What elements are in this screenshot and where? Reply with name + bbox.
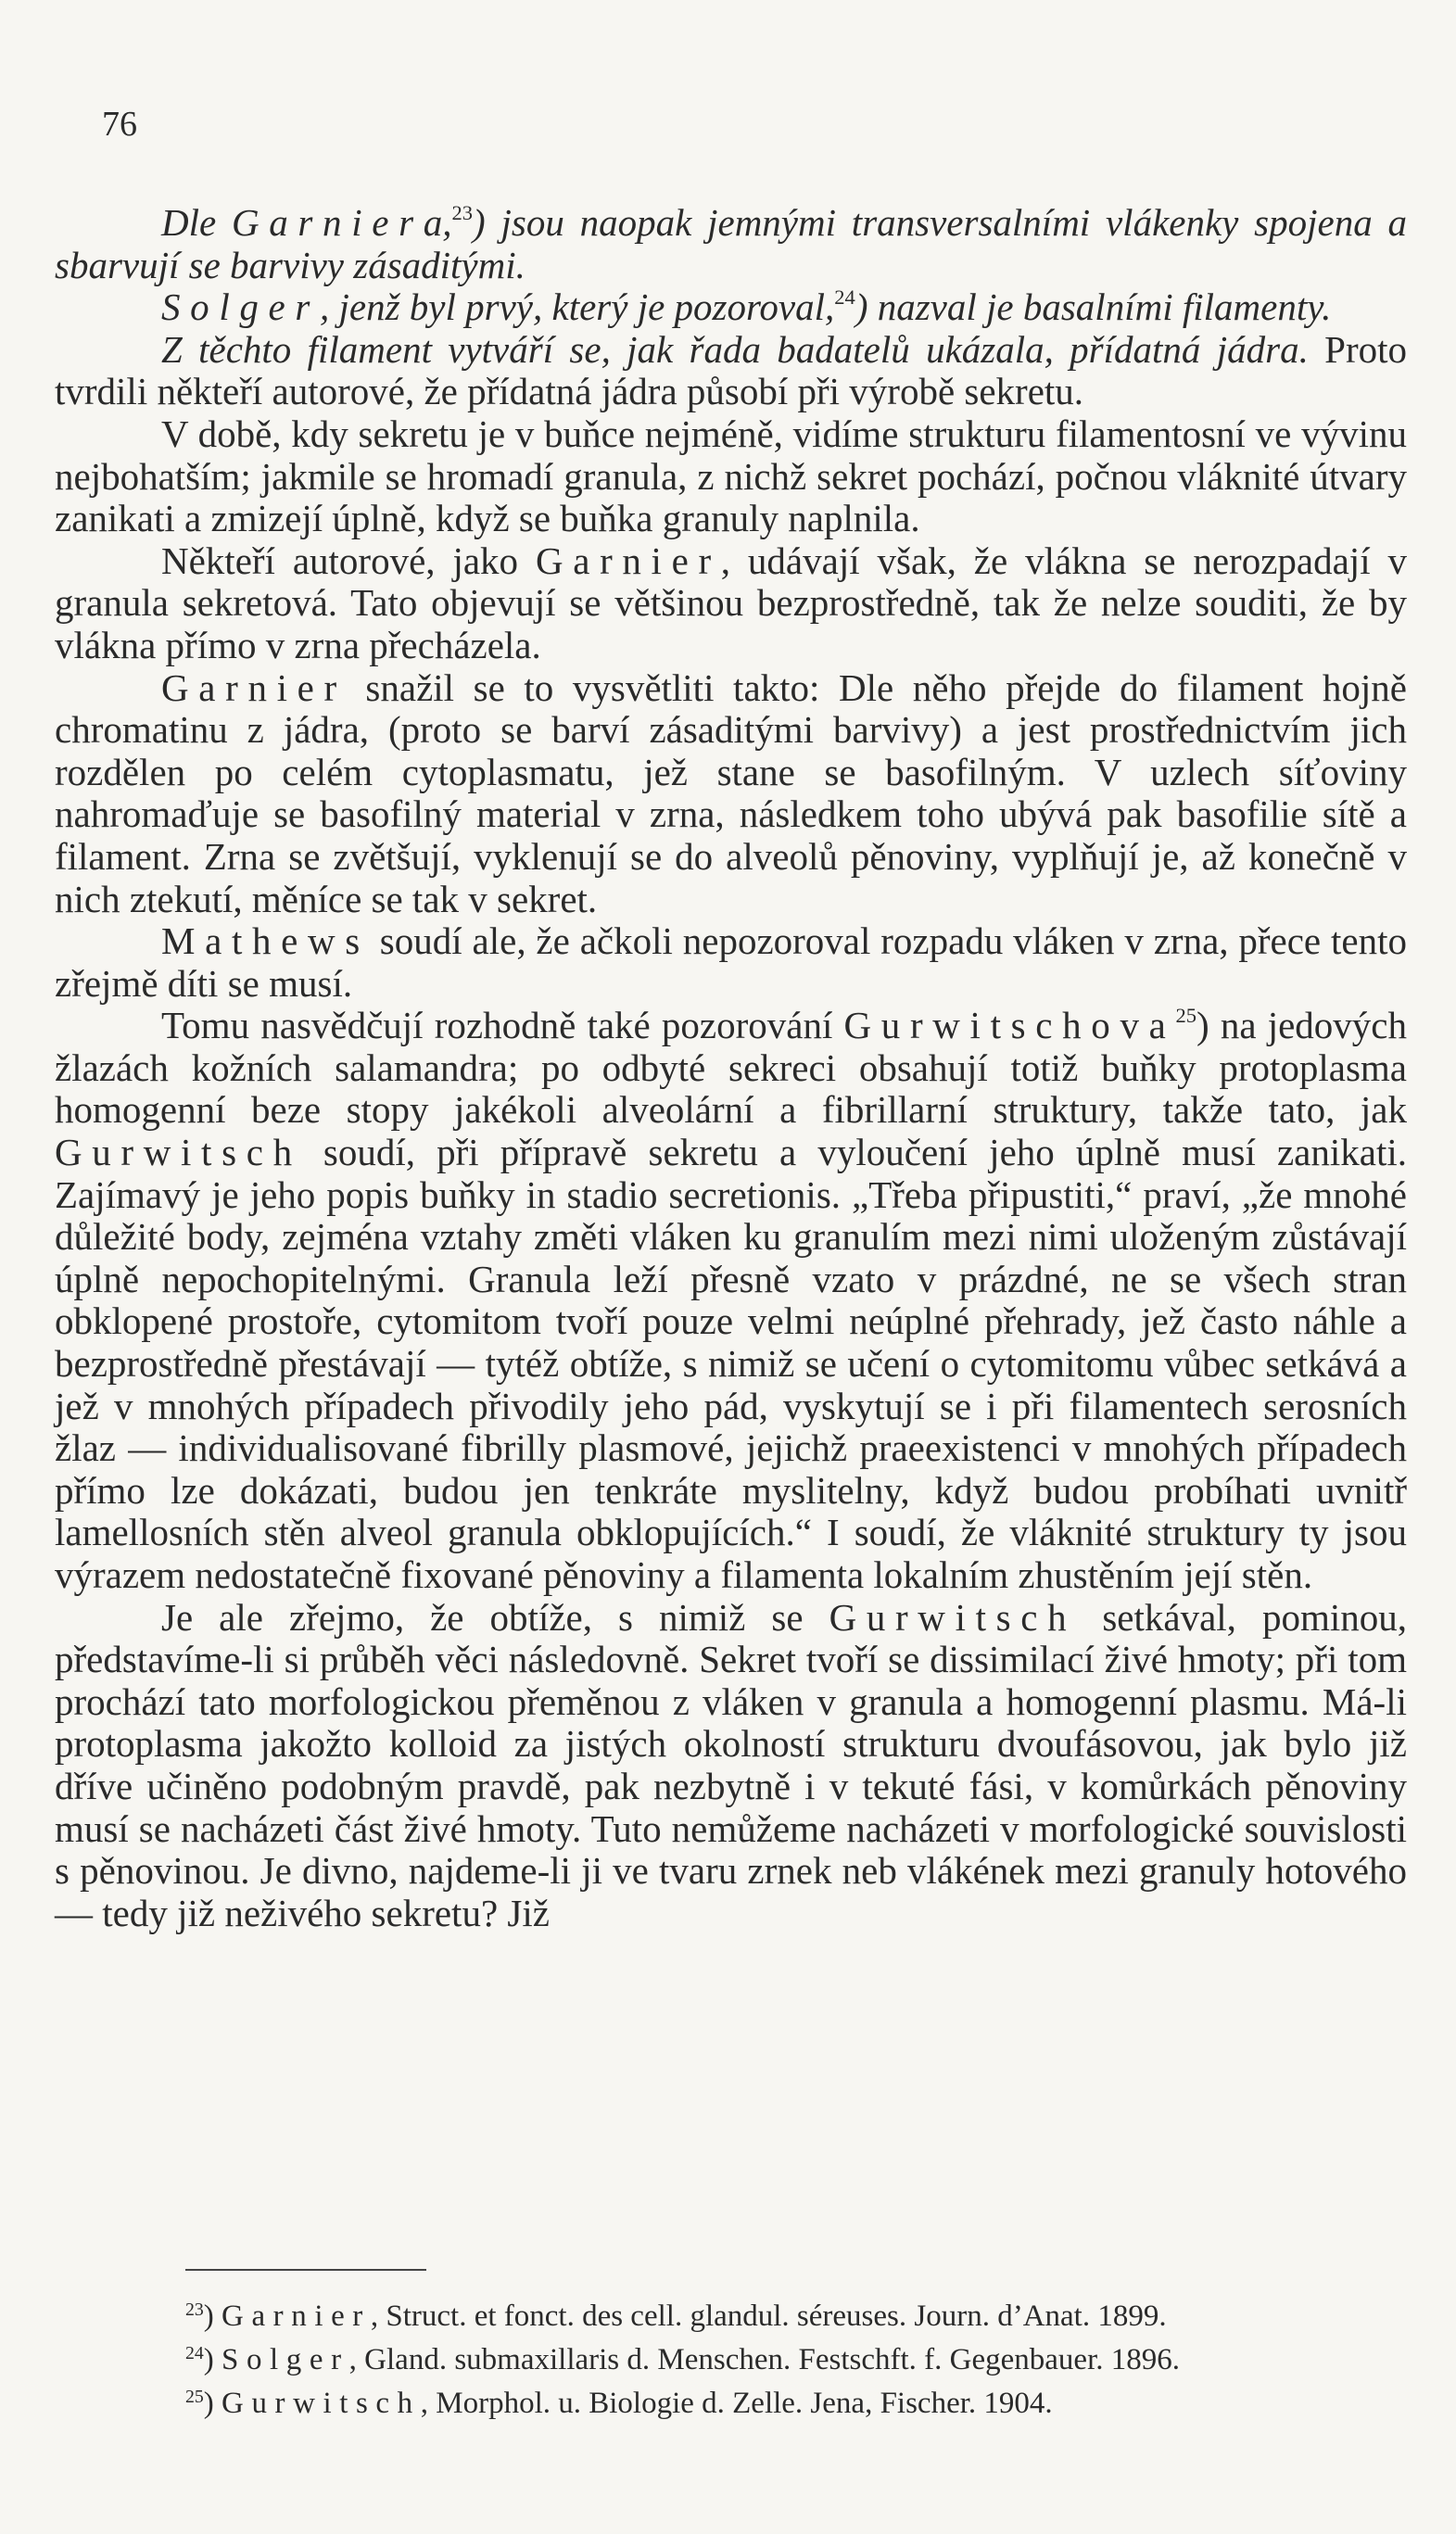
text-run: V době, kdy sekretu je v buňce nejméně, vidíme strukturu filamentosní ve vývinu nejbohatším; jakmile se hromadí granula, z nichž sekret pochází, počnou vláknité útvary zanikati a zmizejí úplně, když se buňka granuly naplnila.: [55, 412, 1407, 540]
footnote-author: Garnier: [222, 2300, 371, 2333]
text-run: , udávají však, že vlákna se nerozpadají v granula sekretová. Tato objevují se většinou bezprostředně, tak že nelze souditi, že by vlákna přímo v zrna přecházela.: [55, 538, 1407, 666]
paragraph: [55, 540, 1407, 667]
text-run: Gurwitsch: [55, 1131, 302, 1174]
footnote-ref: 24: [834, 285, 855, 310]
text-run: ) nazval je basalními filamenty.: [855, 285, 1332, 329]
footnote-number: 25: [185, 2387, 204, 2408]
footnote-text: , Struct. et fonct. des cell. glandul. séreuses. Journ. d’Anat. 1899.: [370, 2300, 1167, 2333]
main-text: [55, 202, 1407, 1934]
text-run: Tomu nasvědčují rozhodně také pozorování: [161, 1004, 844, 1047]
footnote-number: 24: [185, 2343, 204, 2364]
paragraph: [55, 202, 1407, 286]
text-run: ) jsou naopak jemnými transversalními vlákenky spojena a sbarvují se barvivy zásaditými.: [55, 201, 1407, 286]
text-run: soudí, při přípravě sekretu a vyloučení jeho úplně musí zanikati. Zajímavý je jeho popis buňky in stadio secretionis. „Třeba připustiti,“ praví, „že mnohé důležité body, zejména vztahy změti vláken ku granulím mezi nimi uloženým zůstávají úplně nepochopitelnými. Granula leží přesně vzato v prázdné, ne se všech stran obklopené prostoře, cytomitom tvoří pouze velmi neúplné přehrady, jež často náhle a bezprostředně přestávají — tytéž obtíže, s nimiž se učení o cytomitomu vůbec setkává a jež v mnohých případech přivodily jeho pád, vyskytují se i při filamentech serosních žlaz — individualisované fibrilly plasmové, jejichž praeexistenci v mnohých případech přímo lze dokázati, budou jen tenkráte myslitelny, když budou probíhati uvnitř lamellosních stěn alveol granula obklopujících.“ I soudí, že vláknité struktury ty jsou výrazem nedostatečně fixované pěnoviny a filamenta lokalním zhustěním její stěn.: [55, 1131, 1407, 1596]
footnote-ref: 23: [451, 201, 474, 225]
text-run: Solger: [161, 285, 321, 329]
text-run: setkával, pominou, představíme-li si průběh věci následovně. Sekret tvoří se dissimilací živé hmoty; při tom prochází tato morfologickou přeměnou z vláken v granula a homogenní plasmu. Má-li protoplasma jakožto kolloid za jistých okolností strukturu dvoufásovou, jak bylo již dříve učiněno podobným pravdě, pak nezbytně i v tekuté fási, v komůrkách pěnoviny musí se nacházeti část živé hmoty. Tuto nemůžeme nacházeti v morfologické souvislosti s pěnovinou. Je divno, najdeme-li ji ve tvaru zrnek neb vlákének mezi granuly hotového — tedy již neživého sekretu? Již: [55, 1595, 1407, 1934]
text-run: Dle: [161, 201, 232, 244]
text-run: Garnier: [232, 201, 424, 244]
footnote-ref: 25: [1175, 1004, 1197, 1028]
text-run: snažil se to vysvětliti takto: Dle něho přejde do filament hojně chromatinu z jádra, (proto se barví zásaditými barvivy) a jest prostřednictvím jich rozdělen po celém cytoplasmatu, jež stane se basofilným. V uzlech síťoviny nahromaďuje se basofilný material v zrna, následkem toho ubývá pak basofilie sítě a filament. Zrna se zvětšují, vyklenují se do alveolů pěnoviny, vyplňují je, až konečně v nich ztekutí, měníce se tak v sekret.: [55, 665, 1407, 920]
text-run: Garnier: [535, 538, 721, 582]
text-run: Gurwitschova: [843, 1004, 1176, 1047]
text-run: Garnier: [161, 665, 347, 709]
text-run: Proto tvrdili někteří autorové, že přídatná jádra působí při výrobě sekretu.: [55, 327, 1407, 413]
footnote-text: , Morphol. u. Biologie d. Zelle. Jena, Fischer. 1904.: [420, 2387, 1053, 2420]
paragraph: [55, 1597, 1407, 1935]
footnote: $^{23}$) Garnier, Struct. et fonct. des cell. glandul. séreuses. Journ. d’Anat. 1899.: [185, 2300, 1167, 2333]
footnote-author: Gurwitsch: [222, 2387, 421, 2420]
footnotes: [185, 2295, 1409, 2426]
text-run: Někteří autorové, jako: [161, 538, 536, 582]
footnote: $^{24}$) Solger, Gland. submaxillaris d. Menschen. Festschft. f. Gegenbauer. 1896.: [185, 2343, 1180, 2376]
paragraph: [55, 920, 1407, 1005]
text-run: Mathews: [161, 919, 370, 963]
text-run: Z těchto filament vytváří se, jak řada badatelů ukázala, přídatná jádra.: [161, 327, 1325, 371]
page-number: 76: [102, 105, 137, 144]
footnote-text: , Gland. submaxillaris d. Menschen. Festschft. f. Gegenbauer. 1896.: [348, 2343, 1180, 2376]
paragraph: [55, 667, 1407, 921]
paragraph: [55, 413, 1407, 540]
text-run: ) na jedových žlazách kožních salamandra; po odbyté sekreci obsahují totiž buňky protoplasma homogenní beze stopy jakékoli alveolární a fibrillarní struktury, takže tato, jak: [55, 1004, 1407, 1132]
footnote-divider: [185, 2269, 426, 2271]
text-run: Gurwitsch: [829, 1595, 1077, 1639]
text-run: , jenž byl prvý, který je pozoroval,: [320, 285, 835, 329]
footnote-author: Solger: [222, 2343, 349, 2376]
footnote-number: 23: [185, 2300, 204, 2321]
paragraph: [55, 329, 1407, 413]
paragraph: [55, 1005, 1407, 1596]
text-run: a,: [423, 201, 452, 244]
paragraph: [55, 286, 1407, 329]
text-run: soudí ale, že ačkoli nepozoroval rozpadu vláken v zrna, přece tento zřejmě díti se musí.: [55, 919, 1407, 1005]
footnote: $^{25}$) Gurwitsch, Morphol. u. Biologie d. Zelle. Jena, Fischer. 1904.: [185, 2387, 1053, 2420]
text-run: Je ale zřejmo, že obtíže, s nimiž se: [161, 1595, 829, 1639]
